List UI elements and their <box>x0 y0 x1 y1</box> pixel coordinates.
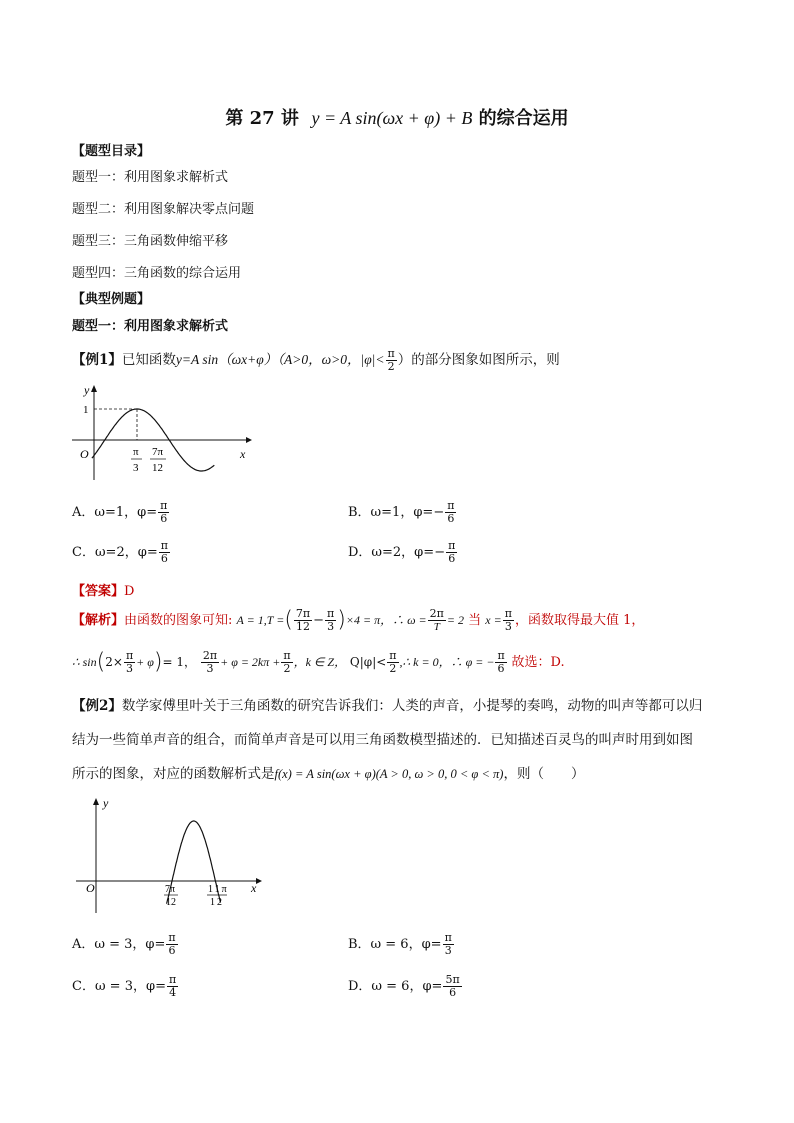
ex1-origin: O <box>80 447 89 461</box>
analysis-math: = 1， <box>162 655 197 669</box>
frac-den: 3 <box>504 620 512 633</box>
ex2-option-c[interactable] <box>72 974 179 999</box>
frac-num: 2π <box>202 649 218 662</box>
analysis-math: ,∴ k = 0，∴ φ = − <box>399 655 495 669</box>
option-frac <box>446 540 457 565</box>
ex2-option-a[interactable] <box>72 932 179 957</box>
ex1-option-b[interactable] <box>348 500 457 525</box>
frac-pi-3 <box>124 650 135 675</box>
frac-den: 2 <box>389 662 397 675</box>
frac-num: π <box>160 539 168 552</box>
section1-heading: 题型一：利用图象求解析式 <box>72 319 229 334</box>
title-prefix: 第 27 讲 <box>225 108 299 129</box>
paren-open: ( <box>96 649 106 675</box>
option-label: D．ω = 6，φ= <box>348 979 443 994</box>
ex1-x-arrow <box>246 437 252 443</box>
ex2-tick2-den: 12 <box>210 897 224 908</box>
ex2-text: 数学家傅里叶关于三角函数的研究告诉我们：人类的声音，小提琴的奏鸣，动物的叫声等都可以归 <box>121 698 703 714</box>
frac-pi-2 <box>387 650 398 675</box>
ex2-option-d[interactable] <box>348 974 463 999</box>
option-frac <box>158 500 169 525</box>
ex1-graph <box>68 380 258 485</box>
ex1-analysis-line1: 【解析】由函数的图象可知: A = 1,T =( $\frac{7\pi}{12}$ − $\frac{\pi}{3}$ )×4 = π，∴ ω = $\frac{2\pi}{T}$ = 2 当 x = $\frac{\pi}{3}$ ，函数取得最大值 1， <box>72 607 645 633</box>
frac-7pi-12 <box>294 608 312 633</box>
paren-close: ) <box>153 649 163 675</box>
option-label: C．ω=2，φ= <box>72 545 158 560</box>
ex2-tag: 【例2】 <box>72 698 122 714</box>
frac-den: 6 <box>497 662 505 675</box>
frac-den: 3 <box>444 944 452 957</box>
catalog-heading: 【题型目录】 <box>72 144 151 159</box>
option-label: C．ω = 3，φ= <box>72 979 166 994</box>
answer-tag: 【答案】 <box>72 584 125 599</box>
ex1-analysis-line2 <box>72 650 565 675</box>
ex1-tick1-num: π <box>133 446 139 458</box>
option-sign: − <box>434 545 446 560</box>
ex2-line1 <box>72 694 702 714</box>
frac-den: 4 <box>169 986 177 999</box>
frac-num: 7π <box>295 607 311 620</box>
frac-pi-3 <box>503 608 514 633</box>
option-label: A．ω = 3，φ= <box>72 937 166 952</box>
frac-den: 6 <box>160 512 168 525</box>
analysis-math: x = <box>485 613 502 627</box>
option-label: B．ω = 6，φ= <box>348 937 442 952</box>
ex2-x-arrow <box>256 878 262 884</box>
analysis-math: ，k ∈ Z， <box>293 655 347 669</box>
frac-den: T <box>433 621 440 633</box>
answer-value: D <box>124 584 135 599</box>
ex2-line2: 结为一些简单声音的组合，而简单声音是可以用三角函数模型描述的．已知描述百灵鸟的叫声时用到如图 <box>72 732 693 748</box>
ex2-tick1-den: 12 <box>166 897 176 908</box>
frac-num: π <box>160 499 168 512</box>
frac-pi-6 <box>495 650 506 675</box>
option-label: B．ω=1，φ= <box>348 505 434 520</box>
frac-num: π <box>283 649 291 662</box>
frac-num: π <box>448 539 456 552</box>
ex2-formula: f(x) = A sin(ωx + φ)(A > 0, ω > 0, 0 < φ < π) <box>274 767 504 781</box>
ex2-y-label: y <box>103 796 109 810</box>
frac-pi-3 <box>325 608 336 633</box>
ex1-option-a[interactable] <box>72 500 170 525</box>
frac-num: π <box>168 973 177 986</box>
ex2-tick2-num: 11π <box>208 884 229 895</box>
catalog-item-4: 题型四：三角函数的综合运用 <box>72 266 242 281</box>
ex1-stem-b: ）的部分图象如图所示，则 <box>397 352 560 368</box>
option-label: D．ω=2，φ= <box>348 545 435 560</box>
ex1-stem-a: 已知函数 <box>121 352 176 368</box>
ex2-x-label: x <box>251 881 257 895</box>
option-sign: − <box>433 505 445 520</box>
frac-num: π <box>444 931 452 944</box>
analysis-conclusion: 故选：D. <box>511 655 565 670</box>
frac-den: 2 <box>283 662 291 675</box>
option-frac <box>445 500 456 525</box>
option-frac <box>443 932 454 957</box>
paren-open: ( <box>284 607 293 633</box>
frac-2pi-T <box>428 608 446 633</box>
frac-den: 6 <box>447 512 455 525</box>
ex1-tag: 【例1】 <box>72 352 122 368</box>
option-frac <box>159 540 170 565</box>
analysis-math: = 2 <box>446 613 464 627</box>
frac-den: 3 <box>327 620 335 633</box>
ex2-text: 所示的图象，对应的函数解析式是 <box>72 766 275 782</box>
option-frac <box>166 932 177 957</box>
frac-num: π <box>497 649 505 662</box>
ex1-option-d[interactable] <box>348 540 458 565</box>
ex1-tick2-num: 7π <box>152 446 164 458</box>
analysis-math: + φ <box>136 655 154 669</box>
ex2-graph <box>70 793 270 913</box>
analysis-math: ×4 = π，∴ ω = <box>345 613 427 627</box>
analysis-math: 2× <box>105 655 123 669</box>
ex2-option-b[interactable] <box>348 932 455 957</box>
catalog-item-2: 题型二：利用图象解决零点问题 <box>72 202 255 217</box>
analysis-math: ∴ sin <box>72 655 97 669</box>
ex1-x-label: x <box>240 447 246 461</box>
page-title <box>0 104 794 130</box>
ex1-stem-frac <box>386 348 397 373</box>
ex2-origin: O <box>86 881 95 895</box>
title-suffix: 的综合运用 <box>478 108 569 129</box>
frac-num: π <box>504 607 512 620</box>
frac-den: 6 <box>160 552 168 565</box>
option-label: A．ω=1，φ= <box>72 505 158 520</box>
frac-num: π <box>168 931 176 944</box>
ex2-line3 <box>72 762 584 782</box>
examples-heading: 【典型例题】 <box>72 292 151 307</box>
analysis-math: A = 1,T = <box>236 613 285 627</box>
catalog-item-3: 题型三：三角函数伸缩平移 <box>72 234 229 249</box>
ex1-stem <box>72 348 560 373</box>
ex1-option-c[interactable] <box>72 540 171 565</box>
frac-num: 5π <box>445 973 460 986</box>
frac-den: 3 <box>126 662 134 675</box>
frac-pi-2 <box>281 650 292 675</box>
frac-den: 3 <box>206 662 214 675</box>
analysis-text: 当 <box>468 613 482 628</box>
analysis-math: + φ = 2kπ + <box>220 655 281 669</box>
frac-num: π <box>389 649 397 662</box>
ex1-tick1-den: 3 <box>133 462 139 474</box>
ex1-y-label: y <box>84 383 90 397</box>
paren-close: ) <box>337 607 346 633</box>
frac-den: 6 <box>448 552 456 565</box>
frac-den: 2 <box>387 360 395 373</box>
frac-den: 6 <box>168 944 176 957</box>
catalog-item-1: 题型一：利用图象求解析式 <box>72 170 229 185</box>
ex1-stem-func: y=A sin（ωx+φ）（A>0，ω>0，|φ|< <box>175 352 385 367</box>
frac-den: 12 <box>296 620 311 633</box>
analysis-math: Q|φ|< <box>349 655 387 669</box>
option-frac <box>167 974 178 999</box>
analysis-text: ，函数取得最大值 1， <box>514 613 645 628</box>
frac-num: π <box>387 347 395 360</box>
option-frac <box>443 974 461 999</box>
frac-num: π <box>447 499 455 512</box>
frac-num: π <box>125 649 134 662</box>
ex2-tick1-num: 7π <box>165 884 176 895</box>
frac-num: π <box>327 607 335 620</box>
analysis-tag: 【解析】 <box>72 613 125 628</box>
ex2-text: ，则（ ） <box>503 766 585 782</box>
ex1-answer <box>72 580 134 599</box>
ex1-tick2-den: 12 <box>152 462 163 474</box>
ex1-y-arrow <box>91 385 97 392</box>
analysis-text: 由函数的图象可知: <box>124 613 233 628</box>
ex1-one-label: 1 <box>83 404 89 416</box>
frac-2pi-3 <box>201 650 219 675</box>
title-formula: y = A sin(ωx + φ) + B <box>311 108 473 128</box>
frac-num: 2π <box>429 607 444 620</box>
ex2-y-arrow <box>93 798 99 805</box>
frac-den: 6 <box>449 986 457 999</box>
